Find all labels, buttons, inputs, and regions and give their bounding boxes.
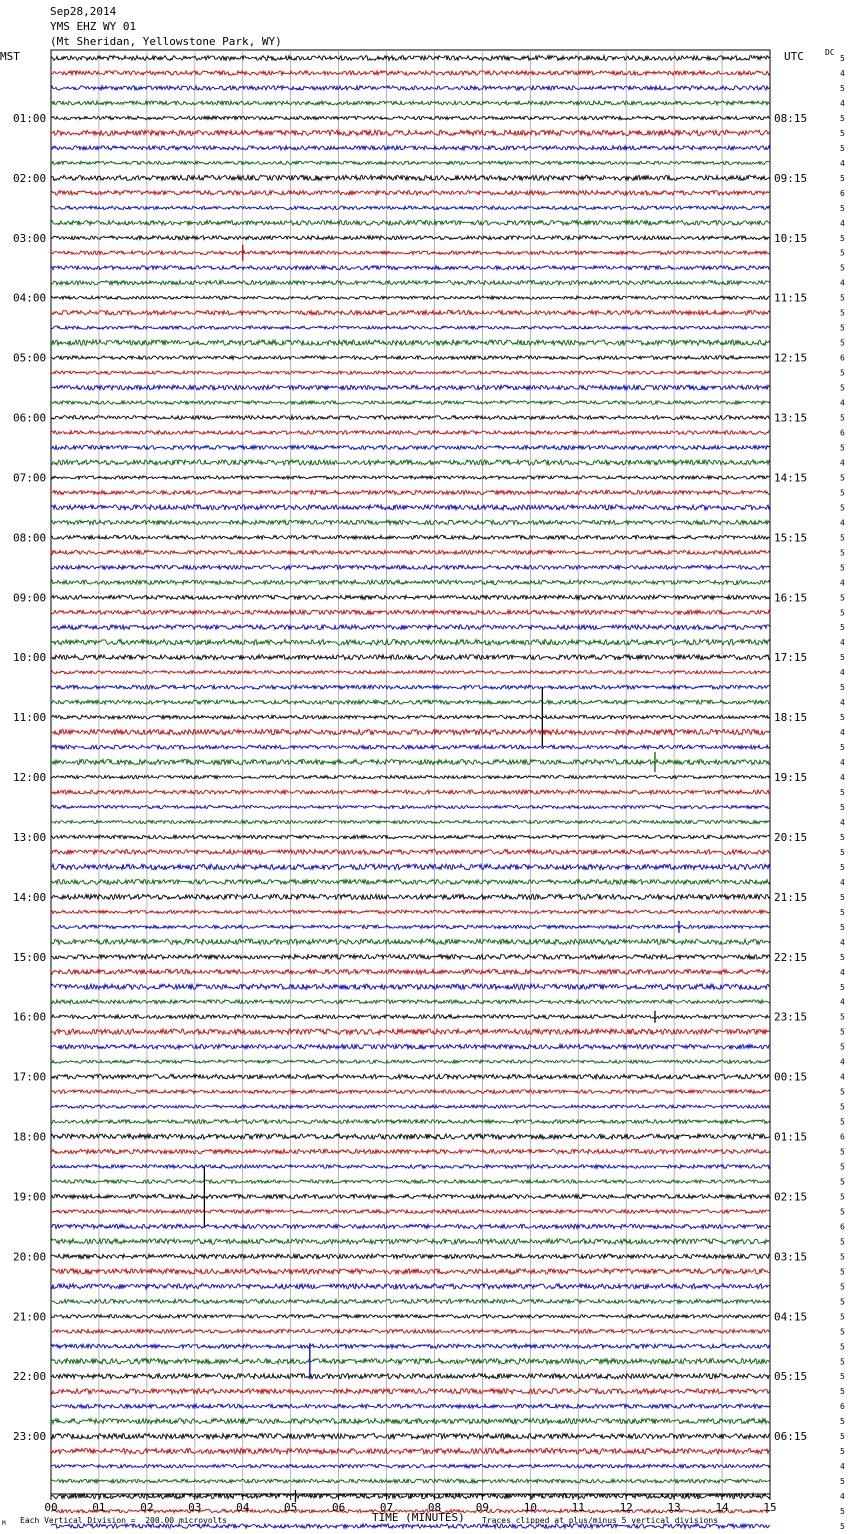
dc-offset-label: 5 <box>840 1042 845 1052</box>
seismic-trace <box>51 281 770 285</box>
seismic-trace <box>51 1329 770 1333</box>
left-hour-label: 06:00 <box>13 411 47 425</box>
dc-offset-label: 4 <box>840 997 845 1007</box>
left-hour-label: 14:00 <box>13 890 47 904</box>
right-hour-label: 22:15 <box>774 950 808 964</box>
left-hour-label: 11:00 <box>13 711 47 725</box>
date-label: Sep28,2014 <box>50 5 117 18</box>
dc-offset-label: 6 <box>840 1222 845 1232</box>
dc-offset-label: 5 <box>840 488 845 498</box>
x-tick-label: 03 <box>188 1501 202 1514</box>
left-hour-label: 21:00 <box>13 1310 47 1324</box>
dc-offset-label: 4 <box>840 728 845 738</box>
dc-offset-label: 5 <box>840 323 845 333</box>
right-hour-label: 09:15 <box>774 171 808 185</box>
seismic-trace <box>51 610 770 614</box>
dc-offset-label: 5 <box>840 533 845 543</box>
seismic-trace <box>51 595 770 599</box>
seismic-trace <box>51 1239 770 1244</box>
seismic-trace <box>51 835 770 839</box>
right-hour-label: 12:15 <box>774 351 808 365</box>
seismic-trace <box>51 910 770 914</box>
left-hour-label: 18:00 <box>13 1130 47 1144</box>
seismic-trace <box>51 1254 770 1259</box>
left-hour-label: 10:00 <box>13 651 47 665</box>
dc-offset-label: 5 <box>840 907 845 917</box>
dc-offset-label: 5 <box>840 54 845 63</box>
x-tick-label: 15 <box>763 1501 777 1514</box>
dc-offset-label: 6 <box>840 1402 845 1412</box>
seismic-trace <box>51 1419 770 1424</box>
seismic-trace <box>51 1060 770 1063</box>
seismic-trace <box>51 1134 770 1139</box>
seismic-trace <box>51 130 770 136</box>
dc-offset-label: 5 <box>840 1312 845 1322</box>
dc-offset-label: 4 <box>840 218 845 228</box>
right-hour-label: 20:15 <box>774 830 808 844</box>
right-hour-label: 10:15 <box>774 231 808 245</box>
right-hour-label: 18:15 <box>774 711 808 725</box>
dc-header-label: DC <box>825 48 835 57</box>
seismic-trace <box>51 655 770 660</box>
seismic-trace <box>51 520 770 525</box>
dc-offset-label: 5 <box>840 203 845 213</box>
dc-offset-label: 4 <box>840 877 845 887</box>
seismic-trace <box>51 1029 770 1034</box>
dc-offset-label: 5 <box>840 263 845 273</box>
seismic-trace <box>51 1464 770 1468</box>
right-hour-label: 11:15 <box>774 291 808 305</box>
corner-mark: M <box>2 1520 6 1527</box>
seismic-trace <box>51 850 770 855</box>
seismic-trace <box>51 236 770 240</box>
dc-offset-label: 4 <box>840 278 845 288</box>
dc-offset-label: 5 <box>840 443 845 453</box>
dc-offset-label: 5 <box>840 383 845 393</box>
dc-offset-label: 5 <box>840 1477 845 1487</box>
seismic-trace <box>51 685 770 689</box>
dc-offset-label: 5 <box>840 308 845 318</box>
dc-offset-label: 4 <box>840 1057 845 1067</box>
x-tick-label: 14 <box>715 1501 729 1514</box>
seismic-trace <box>51 969 770 974</box>
scale-note: Each Vertical Division = 200.00 microvolts <box>20 1516 228 1525</box>
seismic-trace <box>51 1315 770 1319</box>
left-hour-label: 16:00 <box>13 1010 47 1024</box>
right-timezone-label: UTC <box>784 50 804 63</box>
dc-offset-label: 5 <box>840 413 845 423</box>
seismic-trace <box>51 446 770 450</box>
seismic-trace <box>51 490 770 494</box>
dc-offset-label: 5 <box>840 1087 845 1097</box>
seismic-trace <box>51 775 770 778</box>
right-hour-label: 00:15 <box>774 1070 808 1084</box>
dc-offset-label: 4 <box>840 518 845 528</box>
seismic-trace <box>51 340 770 345</box>
seismic-trace <box>51 206 770 210</box>
dc-offset-label: 5 <box>840 1192 845 1202</box>
seismic-trace <box>51 760 770 765</box>
seismic-trace <box>51 1165 770 1169</box>
x-tick-label: 02 <box>140 1501 154 1514</box>
seismic-trace <box>51 1074 770 1079</box>
dc-offset-label: 5 <box>840 1207 845 1217</box>
seismic-trace <box>51 1389 770 1394</box>
left-hour-label: 19:00 <box>13 1190 47 1204</box>
dc-offset-label: 5 <box>840 1342 845 1352</box>
x-tick-label: 11 <box>571 1501 585 1514</box>
dc-offset-label: 5 <box>840 743 845 753</box>
dc-offset-label: 5 <box>840 368 845 378</box>
dc-offset-label: 4 <box>840 817 845 827</box>
dc-offset-label: 4 <box>840 937 845 947</box>
x-tick-label: 09 <box>475 1501 490 1514</box>
left-hour-label: 12:00 <box>13 771 47 785</box>
right-hour-label: 15:15 <box>774 531 808 545</box>
dc-offset-label: 5 <box>840 338 845 348</box>
seismic-trace <box>51 1374 770 1379</box>
right-hour-label: 23:15 <box>774 1010 808 1024</box>
seismic-trace <box>51 550 770 554</box>
seismic-trace <box>51 116 770 120</box>
left-hour-label: 13:00 <box>13 830 47 844</box>
dc-offset-label: 5 <box>840 832 845 842</box>
dc-offset-label: 5 <box>840 1522 845 1532</box>
left-hour-label: 04:00 <box>13 291 47 305</box>
dc-offset-label: 5 <box>840 503 845 513</box>
seismic-trace <box>51 1299 770 1303</box>
clip-note: Traces clipped at plus/minus 5 vertical divisions <box>482 1516 719 1525</box>
seismic-trace <box>51 1000 770 1004</box>
dc-offset-label: 4 <box>840 578 845 588</box>
seismic-trace <box>51 1359 770 1365</box>
seismic-trace <box>51 1479 770 1483</box>
right-hour-label: 05:15 <box>774 1370 808 1384</box>
dc-offset-label: 5 <box>840 1327 845 1337</box>
seismic-trace <box>51 101 770 105</box>
right-hour-label: 17:15 <box>774 651 808 665</box>
seismic-trace <box>51 56 770 61</box>
dc-offset-label: 6 <box>840 188 845 198</box>
dc-offset-label: 5 <box>840 1447 845 1457</box>
seismic-trace <box>51 535 770 539</box>
seismic-trace <box>51 416 770 420</box>
seismic-trace <box>51 715 770 719</box>
dc-offset-label: 4 <box>840 1072 845 1082</box>
seismic-trace <box>51 1149 770 1154</box>
seismic-trace <box>51 191 770 196</box>
dc-offset-label: 4 <box>840 698 845 708</box>
right-hour-label: 08:15 <box>774 111 808 125</box>
dc-offset-label: 5 <box>840 563 845 573</box>
seismic-trace <box>51 1269 770 1274</box>
seismic-trace <box>51 790 770 794</box>
seismic-trace <box>51 505 770 510</box>
right-hour-label: 19:15 <box>774 771 808 785</box>
seismic-trace <box>51 86 770 90</box>
dc-offset-label: 5 <box>840 1237 845 1247</box>
dc-offset-label: 5 <box>840 1417 845 1427</box>
seismic-trace <box>51 939 770 944</box>
left-hour-label: 07:00 <box>13 471 47 485</box>
dc-offset-label: 5 <box>840 653 845 663</box>
dc-offset-label: 5 <box>840 713 845 723</box>
dc-offset-label: 5 <box>840 293 845 303</box>
left-hour-label: 17:00 <box>13 1070 47 1084</box>
dc-offset-label: 4 <box>840 1492 845 1502</box>
x-tick-label: 00 <box>44 1501 58 1514</box>
seismic-trace <box>51 385 770 390</box>
seismic-trace <box>51 401 770 405</box>
dc-offset-label: 5 <box>840 952 845 962</box>
dc-offset-label: 5 <box>840 1432 845 1442</box>
left-hour-label: 15:00 <box>13 950 47 964</box>
dc-offset-label: 4 <box>840 68 845 78</box>
seismic-trace <box>51 1344 770 1348</box>
dc-offset-label: 5 <box>840 847 845 857</box>
dc-offset-label: 5 <box>840 1297 845 1307</box>
seismic-trace <box>51 880 770 885</box>
dc-offset-label: 5 <box>840 608 845 618</box>
seismic-trace <box>51 326 770 329</box>
seismic-trace <box>51 639 770 645</box>
seismic-trace <box>51 71 770 75</box>
x-axis-title: TIME (MINUTES) <box>372 1511 465 1524</box>
seismic-trace <box>51 1090 770 1094</box>
dc-offset-label: 6 <box>840 353 845 363</box>
left-hour-label: 03:00 <box>13 231 47 245</box>
right-hour-label: 02:15 <box>774 1190 808 1204</box>
dc-offset-label: 5 <box>840 1027 845 1037</box>
location-label: (Mt Sheridan, Yellowstone Park, WY) <box>50 35 282 48</box>
left-hour-label: 05:00 <box>13 351 47 365</box>
dc-offset-label: 4 <box>840 98 845 108</box>
seismic-trace <box>51 745 770 749</box>
seismic-trace <box>51 1284 770 1289</box>
dc-offset-label: 5 <box>840 173 845 183</box>
right-hour-label: 13:15 <box>774 411 808 425</box>
seismic-trace <box>51 476 770 479</box>
left-hour-label: 09:00 <box>13 591 47 605</box>
seismic-trace <box>51 1434 770 1439</box>
seismic-trace <box>51 700 770 704</box>
seismic-trace <box>51 805 770 808</box>
x-tick-label: 07 <box>379 1501 394 1514</box>
seismic-trace <box>51 175 770 180</box>
dc-offset-label: 5 <box>840 788 845 798</box>
left-hour-label: 23:00 <box>13 1430 47 1444</box>
seismic-trace <box>51 565 770 569</box>
x-tick-label: 12 <box>619 1501 633 1514</box>
seismic-trace <box>51 1194 770 1198</box>
x-tick-label: 04 <box>236 1501 250 1514</box>
seismic-trace <box>51 1120 770 1124</box>
left-hour-label: 02:00 <box>13 171 47 185</box>
dc-offset-label: 5 <box>840 128 845 138</box>
right-hour-label: 01:15 <box>774 1130 808 1144</box>
dc-offset-label: 5 <box>840 1147 845 1157</box>
seismic-trace <box>51 220 770 225</box>
dc-offset-label: 5 <box>840 1102 845 1112</box>
left-hour-label: 08:00 <box>13 531 47 545</box>
seismic-trace <box>51 580 770 584</box>
dc-offset-label: 5 <box>840 1162 845 1172</box>
dc-offset-label: 4 <box>840 758 845 768</box>
seismic-trace <box>51 864 770 870</box>
x-tick-label: 13 <box>667 1501 681 1514</box>
seismic-trace <box>51 161 770 164</box>
x-tick-label: 01 <box>92 1501 106 1514</box>
seismic-trace <box>51 1404 770 1408</box>
x-tick-label: 05 <box>284 1501 298 1514</box>
seismic-trace <box>51 460 770 465</box>
seismic-trace <box>51 310 770 315</box>
dc-offset-label: 5 <box>840 233 845 243</box>
seismic-trace <box>51 146 770 150</box>
dc-offset-label: 5 <box>840 683 845 693</box>
seismic-trace <box>51 729 770 735</box>
x-tick-label: 08 <box>427 1501 442 1514</box>
dc-offset-label: 5 <box>840 982 845 992</box>
dc-offset-label: 5 <box>840 143 845 153</box>
right-hour-label: 16:15 <box>774 591 808 605</box>
dc-offset-label: 5 <box>840 862 845 872</box>
seismic-trace <box>51 431 770 435</box>
dc-offset-label: 5 <box>840 1372 845 1382</box>
seismic-trace <box>51 251 770 255</box>
seismic-trace <box>51 266 770 270</box>
dc-offset-label: 5 <box>840 1357 845 1367</box>
seismic-trace <box>51 955 770 960</box>
seismic-trace <box>51 820 770 823</box>
right-hour-label: 14:15 <box>774 471 808 485</box>
right-hour-label: 04:15 <box>774 1310 808 1324</box>
dc-offset-label: 5 <box>840 83 845 93</box>
dc-offset-label: 5 <box>840 1252 845 1262</box>
dc-offset-label: 4 <box>840 668 845 678</box>
dc-offset-label: 4 <box>840 158 845 168</box>
dc-offset-label: 5 <box>840 1267 845 1277</box>
seismic-trace <box>51 984 770 989</box>
x-tick-label: 06 <box>331 1501 346 1514</box>
station-label: YMS EHZ WY 01 <box>50 20 137 33</box>
dc-offset-label: 5 <box>840 1012 845 1022</box>
dc-offset-label: 4 <box>840 967 845 977</box>
seismic-trace <box>51 671 770 674</box>
dc-offset-label: 5 <box>840 892 845 902</box>
seismic-trace <box>51 296 770 299</box>
dc-offset-label: 6 <box>840 428 845 438</box>
dc-offset-label: 5 <box>840 623 845 633</box>
dc-offset-label: 5 <box>840 248 845 258</box>
seismic-trace <box>51 625 770 630</box>
seismic-trace <box>51 1180 770 1184</box>
right-hour-label: 21:15 <box>774 890 808 904</box>
seismic-trace <box>51 1044 770 1049</box>
dc-offset-label: 6 <box>840 1132 845 1142</box>
right-hour-label: 06:15 <box>774 1430 808 1444</box>
dc-offset-label: 5 <box>840 548 845 558</box>
dc-offset-label: 4 <box>840 773 845 783</box>
left-hour-label: 01:00 <box>13 111 47 125</box>
dc-offset-label: 4 <box>840 458 845 468</box>
x-tick-label: 10 <box>523 1501 537 1514</box>
dc-offset-label: 5 <box>840 1387 845 1397</box>
dc-offset-label: 5 <box>840 473 845 483</box>
left-timezone-label: MST <box>0 50 20 63</box>
seismic-trace <box>51 1105 770 1108</box>
seismic-trace <box>51 356 770 360</box>
dc-offset-label: 5 <box>840 1282 845 1292</box>
dc-offset-label: 5 <box>840 803 845 812</box>
dc-offset-label: 5 <box>840 1507 845 1517</box>
dc-offset-label: 5 <box>840 593 845 603</box>
seismic-trace <box>51 1015 770 1019</box>
dc-offset-label: 4 <box>840 638 845 648</box>
seismic-trace <box>51 1224 770 1229</box>
seismic-trace <box>51 1210 770 1214</box>
seismic-trace <box>51 1448 770 1454</box>
right-hour-label: 03:15 <box>774 1250 808 1264</box>
dc-offset-label: 5 <box>840 922 845 932</box>
seismic-trace <box>51 925 770 929</box>
dc-offset-label: 5 <box>840 113 845 123</box>
dc-offset-label: 4 <box>840 398 845 408</box>
seismic-trace <box>51 894 770 899</box>
dc-offset-label: 5 <box>840 1117 845 1127</box>
seismic-trace <box>51 371 770 374</box>
dc-offset-label: 4 <box>840 1462 845 1472</box>
left-hour-label: 20:00 <box>13 1250 47 1264</box>
left-hour-label: 22:00 <box>13 1370 47 1384</box>
dc-offset-label: 5 <box>840 1177 845 1187</box>
